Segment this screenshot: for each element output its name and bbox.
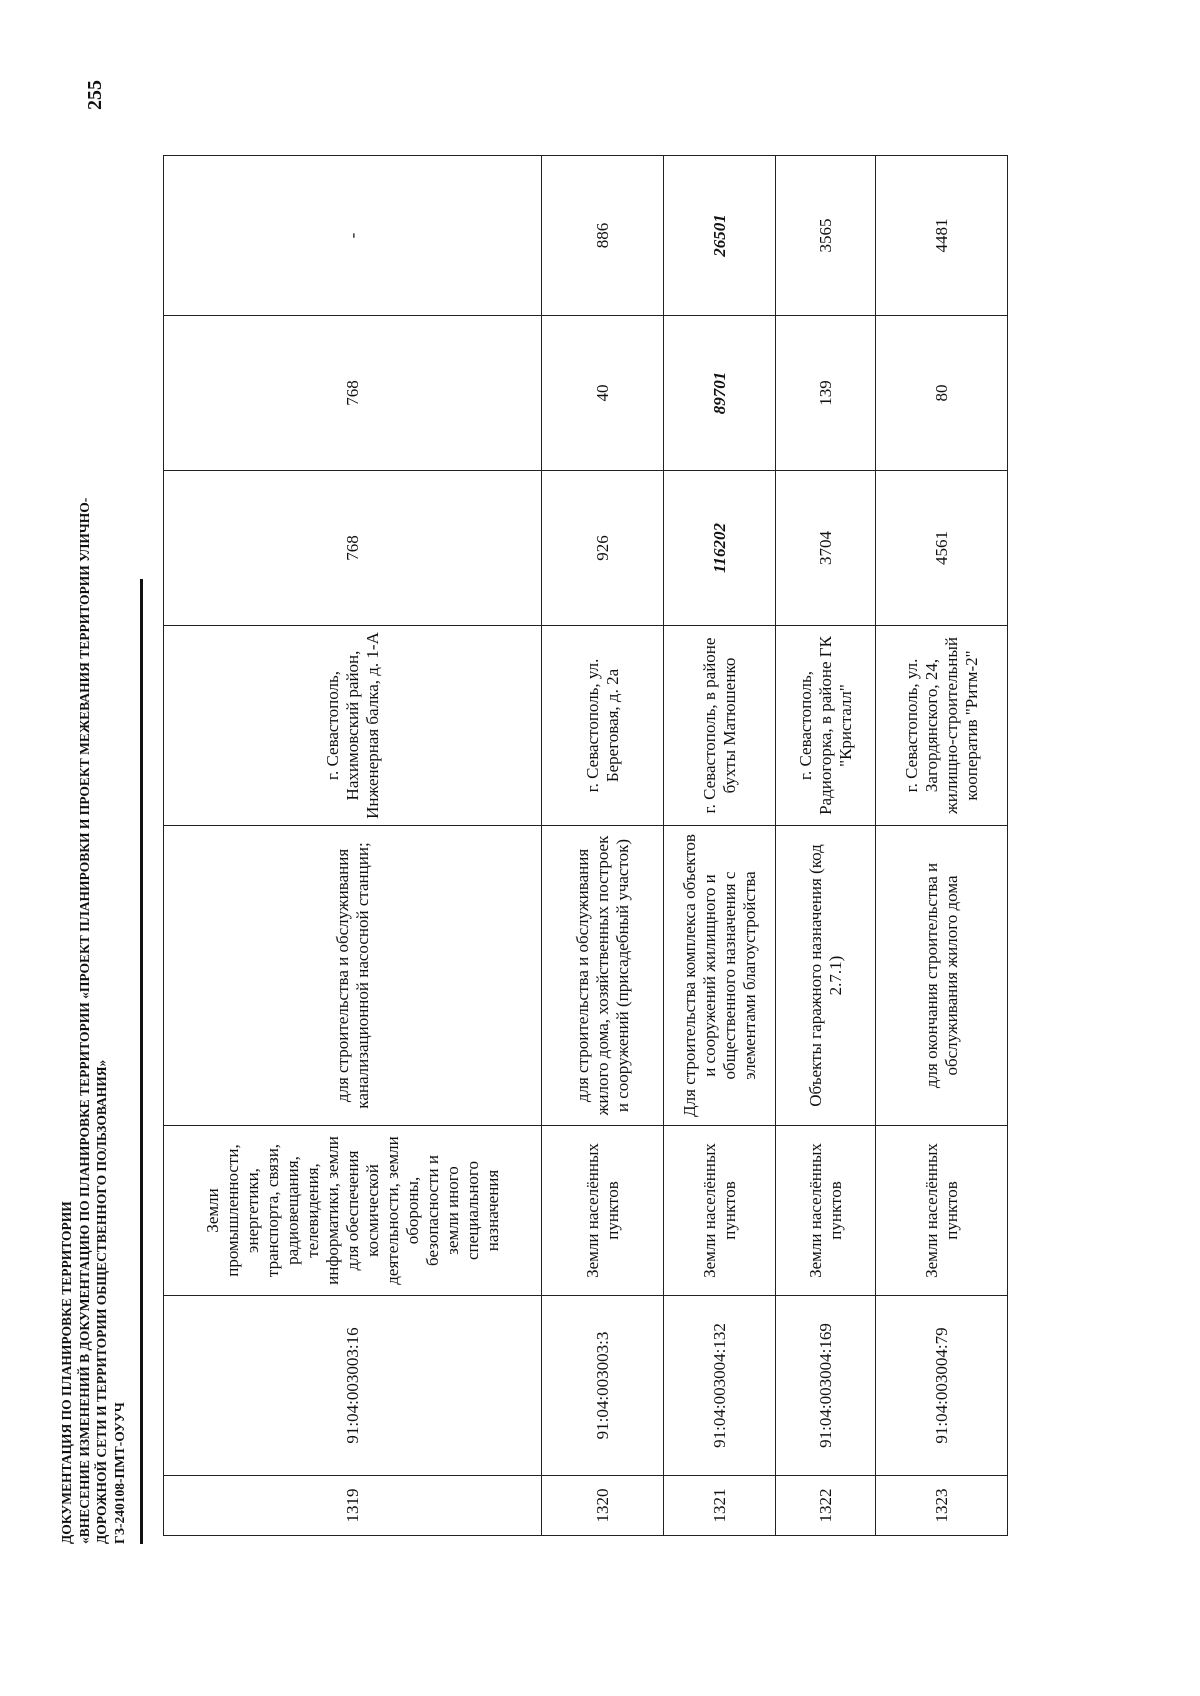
address: г. Севастополь, ул. Береговая, д. 2а bbox=[542, 626, 664, 826]
area-part: 768 bbox=[164, 316, 542, 471]
address: г. Севастополь, ул. Загордянского, 24, жилищно-строительный кооператив "Ритм-2" bbox=[876, 626, 1008, 826]
permitted-use: для строительства и обслуживания жилого дома, хозяйственных построек и сооружений (присадебный участок) bbox=[542, 826, 664, 1126]
area-remaining: 886 bbox=[542, 156, 664, 316]
table-row bbox=[164, 156, 542, 1536]
cadastral-number: 91:04:003004:132 bbox=[664, 1296, 776, 1476]
cadastral-number: 91:04:003004:169 bbox=[776, 1296, 876, 1476]
area-total: 3704 bbox=[776, 471, 876, 626]
cadastral-number: 91:04:003004:79 bbox=[876, 1296, 1008, 1476]
address: г. Севастополь, Радиогорка, в районе ГК "Кристалл" bbox=[776, 626, 876, 826]
area-total: 116202 bbox=[664, 471, 776, 626]
header-line-1: ДОКУМЕНТАЦИЯ ПО ПЛАНИРОВКЕ ТЕРРИТОРИИ bbox=[59, 1201, 74, 1544]
land-category: Земли населённых пунктов bbox=[542, 1126, 664, 1296]
header-divider bbox=[140, 579, 143, 1544]
table-row bbox=[664, 156, 776, 1536]
page-number: 255 bbox=[84, 80, 106, 110]
land-category: Земли населённых пунктов bbox=[664, 1126, 776, 1296]
row-number: 1321 bbox=[664, 1476, 776, 1536]
permitted-use: Для строительства комплекса объектов и сооружений жилищного и общественного назначения с элементами благоустройства bbox=[664, 826, 776, 1126]
area-remaining: 3565 bbox=[776, 156, 876, 316]
area-total: 768 bbox=[164, 471, 542, 626]
table-row bbox=[776, 156, 876, 1536]
land-category: Земли населённых пунктов bbox=[776, 1126, 876, 1296]
land-plots-table bbox=[163, 156, 1008, 1536]
cadastral-number: 91:04:003003:3 bbox=[542, 1296, 664, 1476]
area-part: 89701 bbox=[664, 316, 776, 471]
area-part: 139 bbox=[776, 316, 876, 471]
address: г. Севастополь, в районе бухты Матюшенко bbox=[664, 626, 776, 826]
permitted-use: для окончания строительства и обслуживания жилого дома bbox=[876, 826, 1008, 1126]
land-category: Земли промышленности, энергетики, транспорта, связи, радиовещания, телевидения, информатики, земли для обеспечения космической деятельности, земли обороны, безопасности и земли иного специального назначения bbox=[164, 1126, 542, 1296]
table-row bbox=[876, 156, 1008, 1536]
area-total: 926 bbox=[542, 471, 664, 626]
row-number: 1323 bbox=[876, 1476, 1008, 1536]
cadastral-number: 91:04:003003:16 bbox=[164, 1296, 542, 1476]
row-number: 1319 bbox=[164, 1476, 542, 1536]
area-remaining: 4481 bbox=[876, 156, 1008, 316]
header-line-3: ДОРОЖНОЙ СЕТИ И ТЕРРИТОРИИ ОБЩЕСТВЕННОГО ПОЛЬЗОВАНИЯ» bbox=[94, 1059, 109, 1544]
permitted-use: для строительства и обслуживания канализационной насосной станции; bbox=[164, 826, 542, 1126]
permitted-use: Объекты гаражного назначения (код 2.7.1) bbox=[776, 826, 876, 1126]
area-part: 40 bbox=[542, 316, 664, 471]
row-number: 1322 bbox=[776, 1476, 876, 1536]
area-part: 80 bbox=[876, 316, 1008, 471]
document-header bbox=[58, 44, 128, 1544]
area-remaining: - bbox=[164, 156, 542, 316]
table-row bbox=[542, 156, 664, 1536]
row-number: 1320 bbox=[542, 1476, 664, 1536]
area-total: 4561 bbox=[876, 471, 1008, 626]
land-category: Земли населённых пунктов bbox=[876, 1126, 1008, 1296]
header-line-4: ГЗ-240108-ПМТ-ОУУЧ bbox=[111, 1402, 127, 1544]
area-remaining: 26501 bbox=[664, 156, 776, 316]
address: г. Севастополь, Нахимовский район, Инженерная балка, д. 1-А bbox=[164, 626, 542, 826]
header-line-2: «ВНЕСЕНИЕ ИЗМЕНЕНИЙ В ДОКУМЕНТАЦИЮ ПО ПЛАНИРОВКЕ ТЕРРИТОРИИ «ПРОЕКТ ПЛАНИРОВКИ И ПРОЕКТ МЕЖЕВАНИЯ ТЕРРИТОРИИ УЛИЧНО- bbox=[76, 497, 92, 1544]
